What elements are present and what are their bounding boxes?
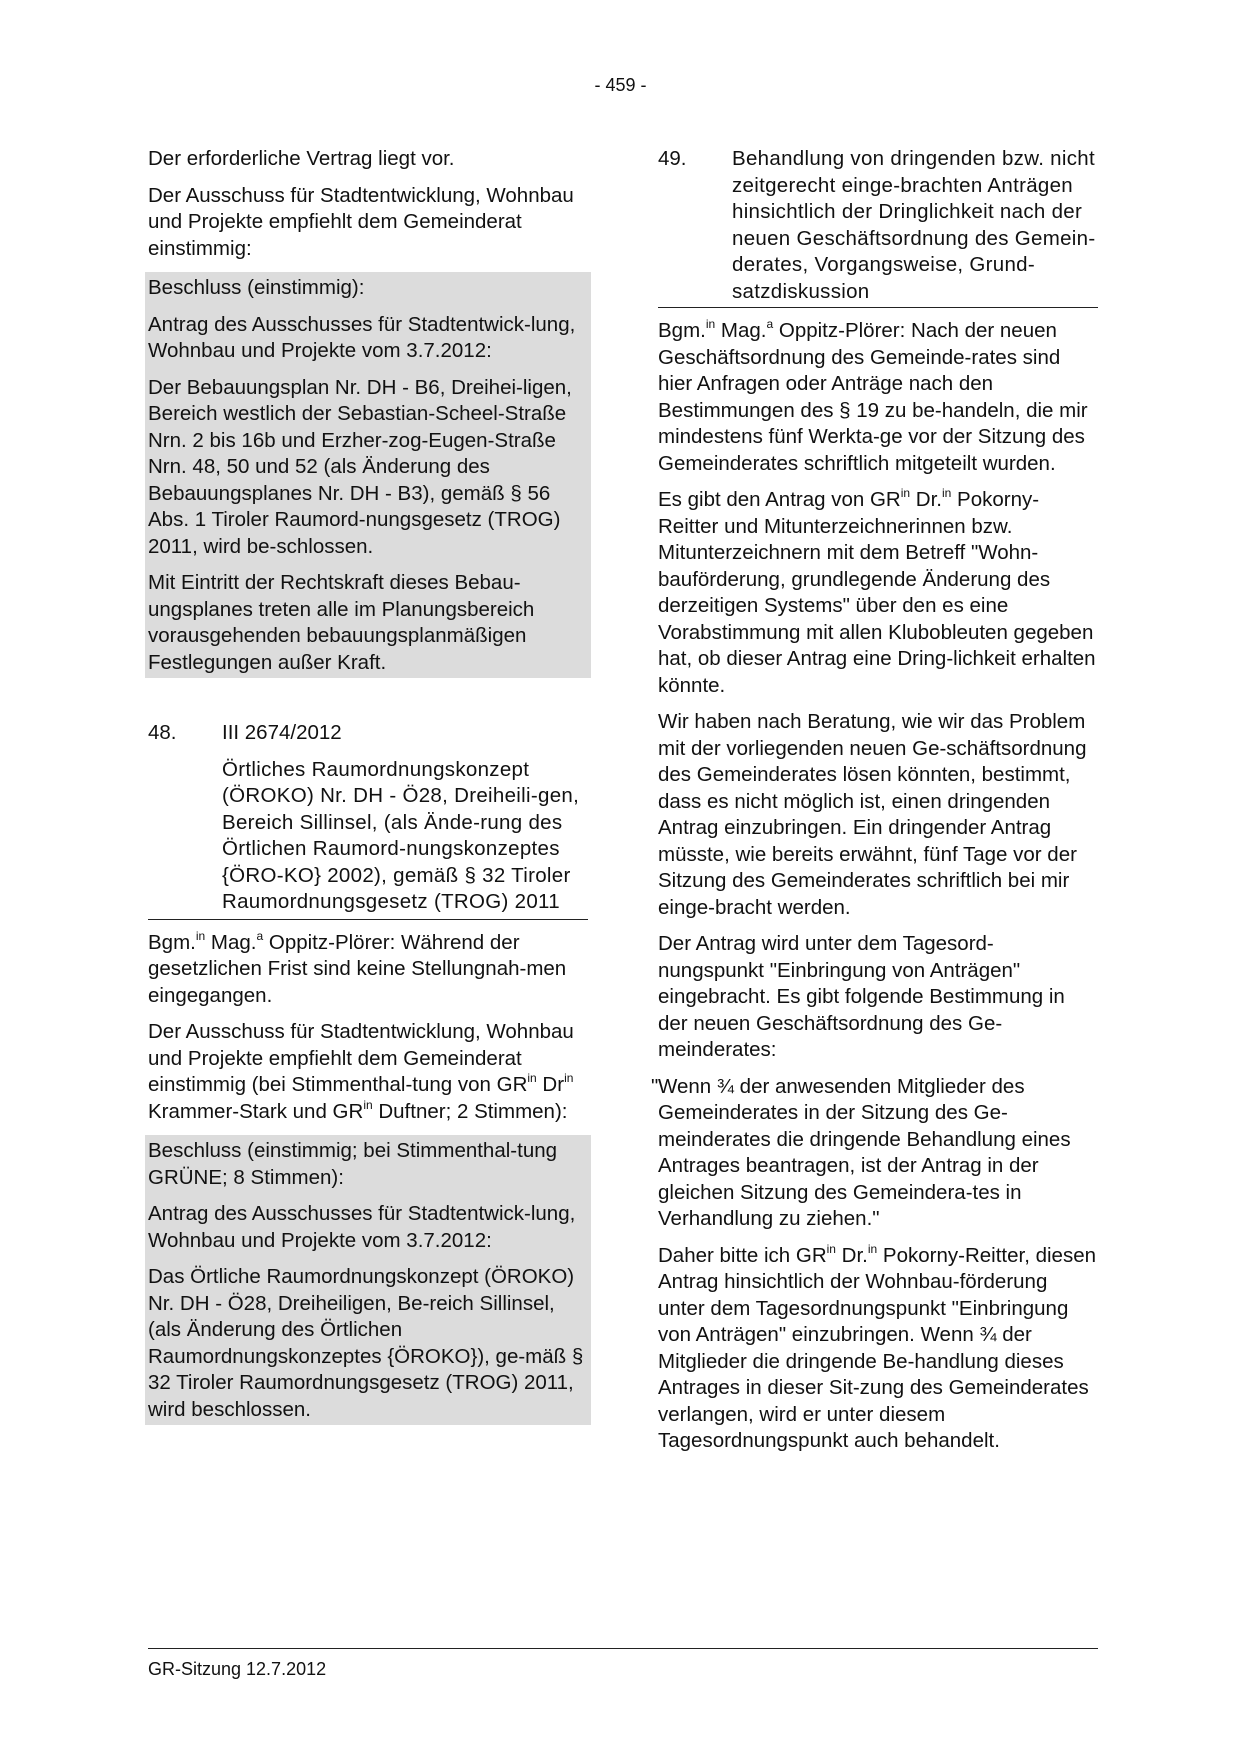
resolution-text: Antrag des Ausschusses für Stadtentwick-lung, Wohnbau und Projekte vom 3.7.2012:: [148, 312, 576, 362]
footer-divider: [148, 1648, 1098, 1649]
page-number: - 459 -: [594, 75, 647, 95]
paragraph: Der Ausschuss für Stadtentwicklung, Wohnbau und Projekte empfiehlt dem Gemeinderat einstimmig (bei Stimmenthal-tung von $GR^{in}$ $Dr^{in}$ Krammer-Stark und $GR^{in}$ Duftner; 2 Stimmen):: [148, 1020, 574, 1123]
resolution-text: Das Örtliche Raumordnungskonzept (ÖROKO) Nr. DH - Ö28, Dreiheiligen, Be-reich Sillinsel, (als Änderung des Örtlichen Raumordnungskonzeptes {ÖROKO}), ge-mäß § 32 Tiroler Raumordnungsgesetz (TROG) 2011, wird beschlossen.: [148, 1265, 584, 1421]
item-reference: III 2674/2012: [222, 721, 342, 744]
paragraph: Bgm.$^{in}$ Mag.$^a$ Oppitz-Plörer: Nach der neuen Geschäftsordnung des Gemeinde-rates sind hier Anfragen oder Anträge nach den Bestimmungen des § 19 zu be-handeln, die mir mindestens fünf Werkta-ge vor der Sitzung des Gemeinderates schriftlich mitgeteilt wurden.: [658, 317, 1088, 475]
resolution-heading: Beschluss (einstimmig):: [148, 276, 365, 299]
paragraph: Es gibt den Antrag von $GR^{in}$ Dr.$^{in}$ Pokorny-Reitter und Mitunterzeichnerinnen bzw. Mitunterzeichnern mit dem Betreff "Wohn-bauförderung, grundlegende Änderung des derzeitigen Systems" über den es eine Vorabstimmung mit allen Klubobleuten gegeben hat, ob dieser Antrag eine Dring-lichkeit erhalten könnte.: [658, 486, 1096, 697]
paragraph: Wir haben nach Beratung, wie wir das Problem mit der vorliegenden neuen Ge-schäftsordnung des Gemeinderates lösen könnten, bestimmt, dass es nicht möglich ist, einen dringenden Antrag einzubringen. Ein dringender Antrag müsste, wie bereits erwähnt, fünf Tage vor der Sitzung des Gemeinderates schriftlich bei mir einge-bracht werden.: [658, 710, 1087, 919]
paragraph: Bgm.$^{in}$ Mag.$^a$ Oppitz-Plörer: Während der gesetzlichen Frist sind keine Stellungnah-men eingegangen.: [148, 928, 567, 1007]
item-number: 48.: [148, 721, 177, 744]
resolution-text: Der Bebauungsplan Nr. DH - B6, Dreihei-ligen, Bereich westlich der Sebastian-Scheel-Straße Nrn. 2 bis 16b und Erzher-zog-Eugen-Straße Nrn. 48, 50 und 52 (als Änderung des Bebauungsplanes Nr. DH - B3), gemäß § 56 Abs. 1 Tiroler Raumord-nungsgesetz (TROG) 2011, wird be-schlossen.: [148, 375, 572, 558]
right-column: [651, 146, 1098, 1465]
resolution-heading: Beschluss (einstimmig; bei Stimmenthal-tung GRÜNE; 8 Stimmen):: [148, 1139, 558, 1189]
left-column: [148, 146, 588, 1425]
paragraph: Der Ausschuss für Stadtentwicklung, Wohnbau und Projekte empfiehlt dem Gemeinderat einstimmig:: [148, 183, 574, 260]
divider: [658, 307, 1098, 308]
quotation: " Wenn ¾ der anwesenden Mitglieder des Gemeinderates in der Sitzung des Ge-meinderates die dringende Behandlung eines Antrages beantragen, ist der Antrag in der gleichen Sitzung des Gemeindera-tes in Verhandlung zu ziehen.": [651, 1074, 1071, 1230]
item-number: 49.: [658, 147, 687, 170]
agenda-item-49: [658, 146, 1098, 305]
paragraph: Der erforderliche Vertrag liegt vor.: [148, 147, 455, 170]
resolution-text: Mit Eintritt der Rechtskraft dieses Bebau-ungsplanes treten alle im Planungsbereich vorausgehenden bebauungsplanmäßigen Festlegungen außer Kraft.: [148, 571, 535, 674]
footer-text: GR-Sitzung 12.7.2012: [148, 1659, 327, 1679]
resolution-box: [145, 272, 591, 678]
paragraph: Der Antrag wird unter dem Tagesord-nungspunkt "Einbringung von Anträgen" eingebracht. Es gibt folgende Bestimmung in der neuen Geschäftsordnung des Ge-meinderates:: [658, 932, 1065, 1061]
item-title: Örtliches Raumordnungskonzept (ÖROKO) Nr. DH - Ö28, Dreiheili-gen, Bereich Sillinsel, (als Ände-rung des Örtlichen Raumord-nungskonzeptes {ÖRO-KO} 2002), gemäß § 32 Tiroler Raumordnungsgesetz (TROG) 2011: [222, 757, 580, 913]
divider: [148, 919, 588, 920]
item-title: Behandlung von dringenden bzw. nicht zeitgerecht einge-brachten Anträgen hinsichtlich der Dringlichkeit nach der neuen Geschäftsordnung des Gemein-derates, Vorgangsweise, Grund-satzdiskussion: [732, 147, 1096, 303]
paragraph: Daher bitte ich $GR^{in}$ Dr.$^{in}$ Pokorny-Reitter, diesen Antrag hinsichtlich der Wohnbau-förderung unter dem Tagesordnungspunkt "Einbringung von Anträgen" einzubringen. Wenn ¾ der Mitglieder die dringende Be-handlung dieses Antrages in dieser Sit-zung des Gemeinderates verlangen, wird er unter diesem Tagesordnungspunkt auch behandelt.: [658, 1241, 1096, 1452]
resolution-box: [145, 1135, 591, 1425]
resolution-text: Antrag des Ausschusses für Stadtentwick-lung, Wohnbau und Projekte vom 3.7.2012:: [148, 1202, 576, 1252]
agenda-item-48: [148, 720, 588, 916]
